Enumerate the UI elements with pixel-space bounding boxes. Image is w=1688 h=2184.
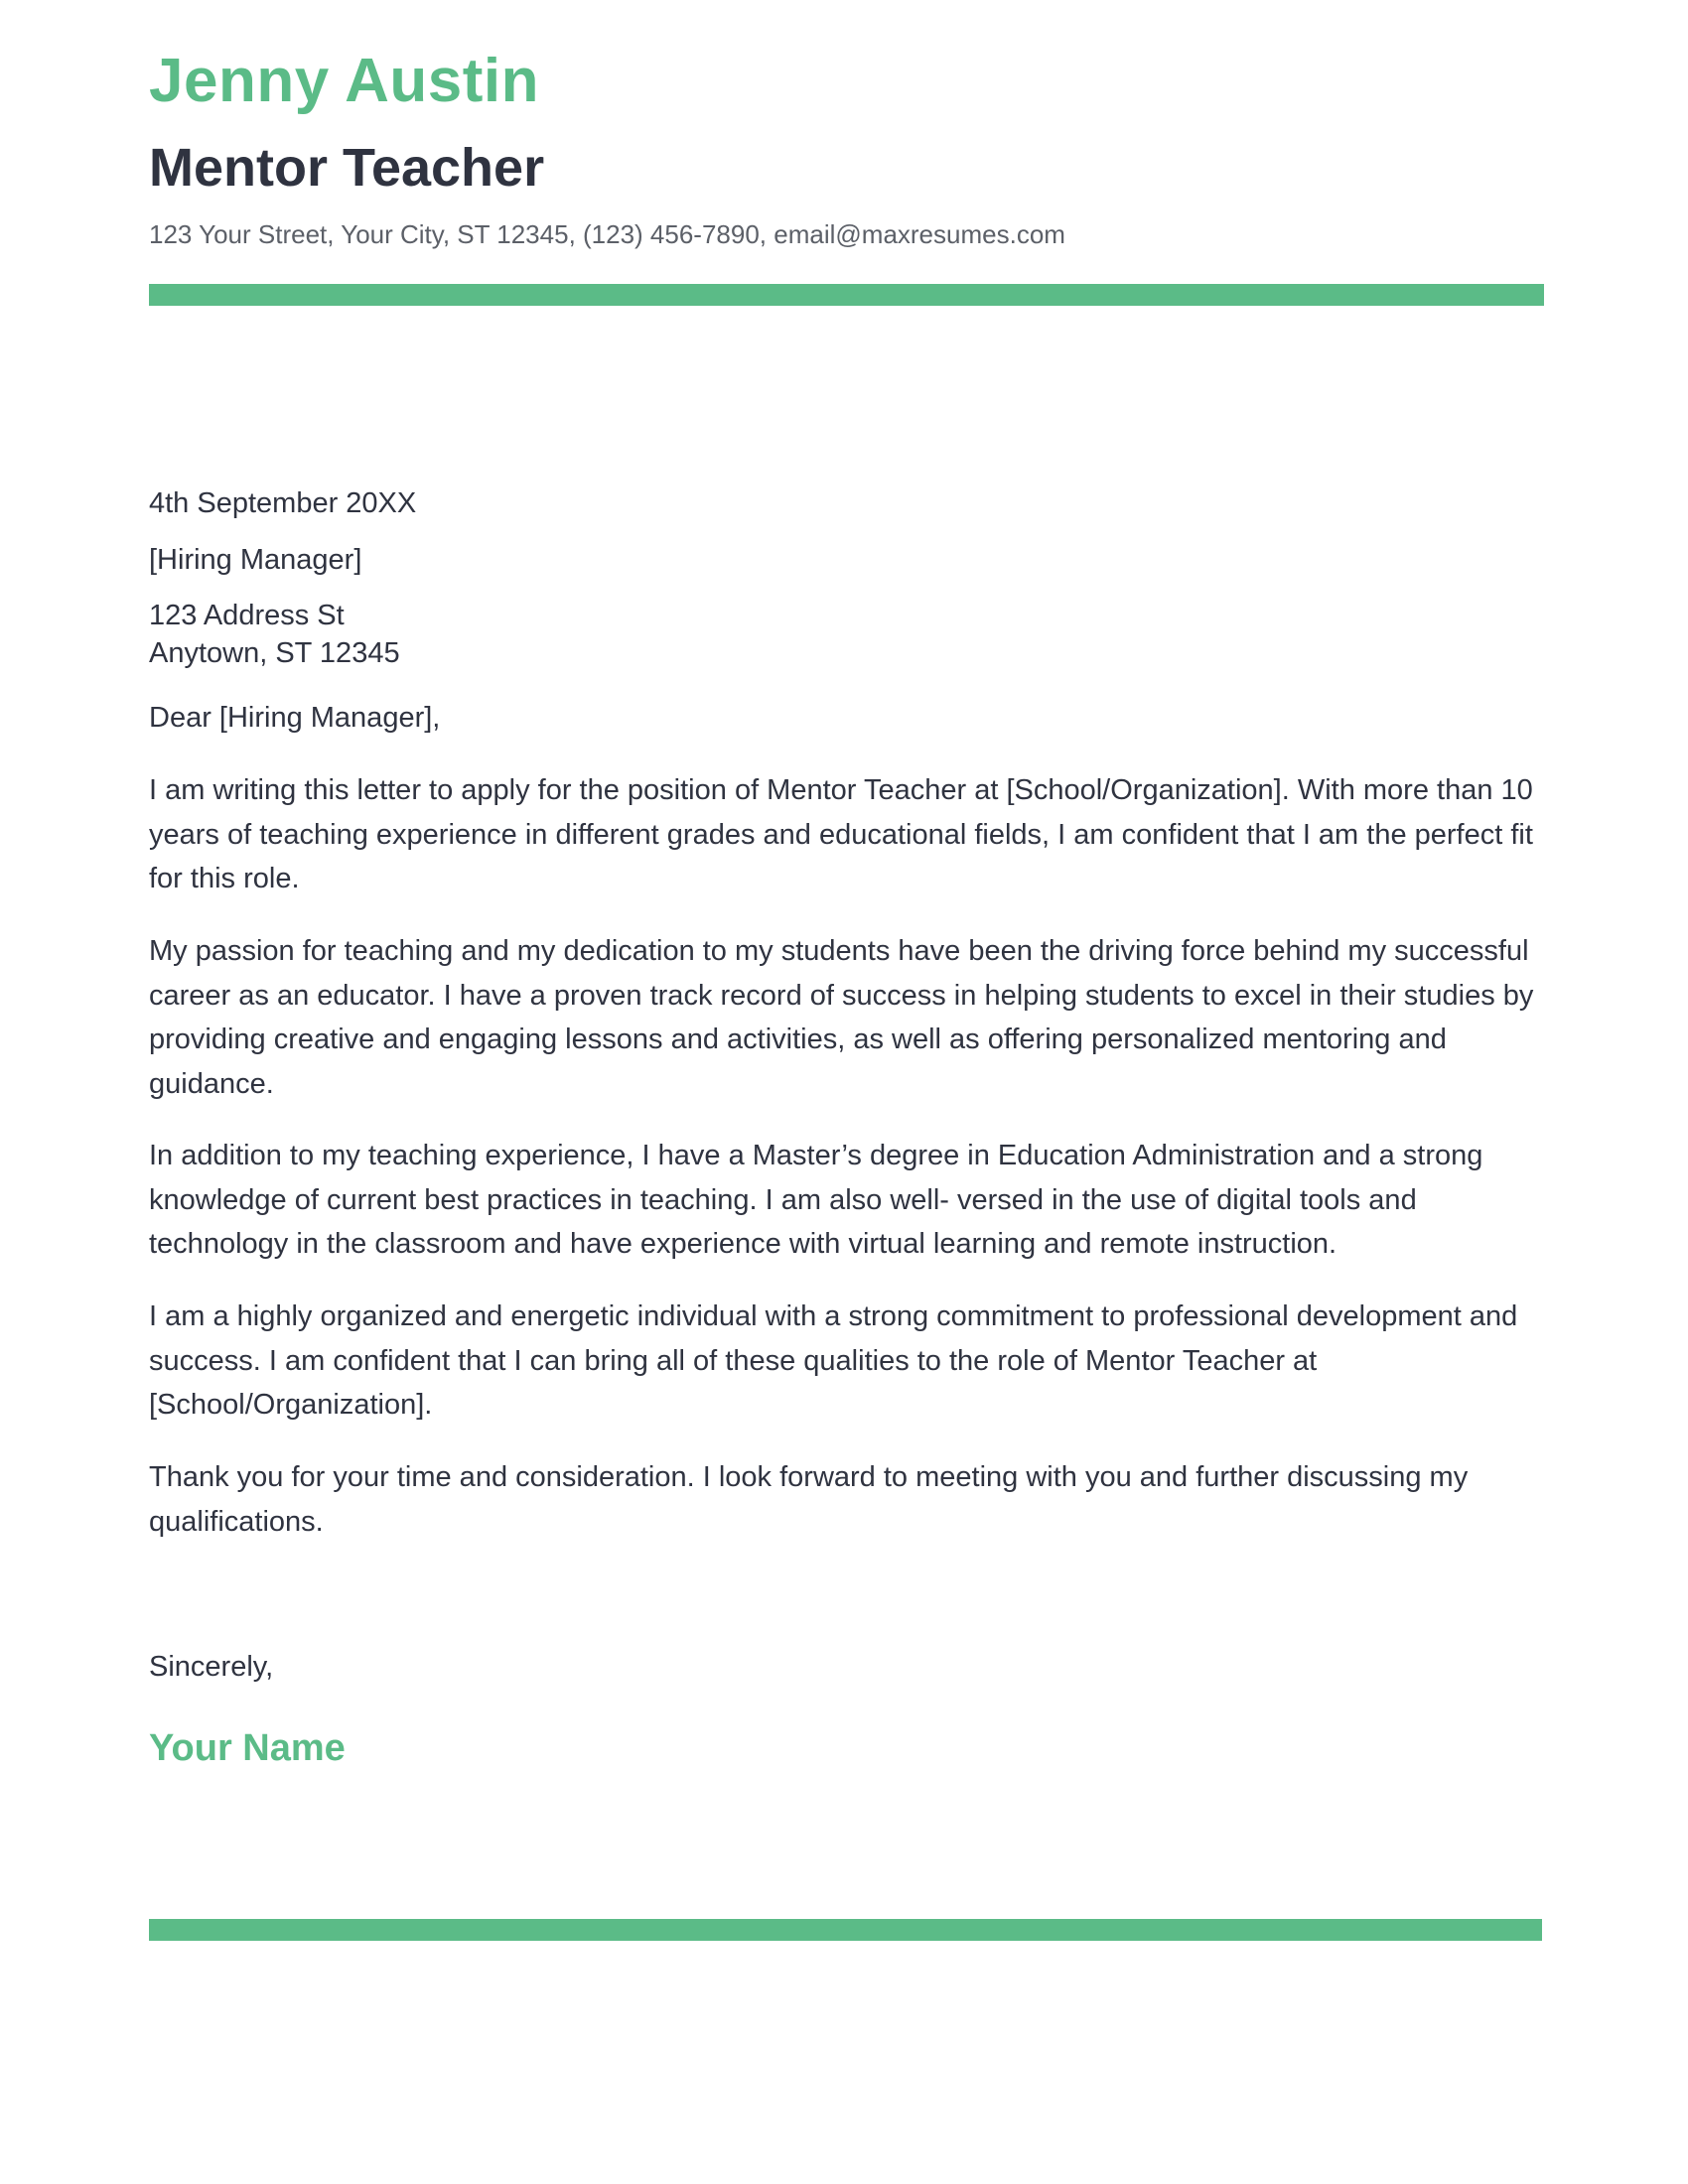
body-paragraph-4: I am a highly organized and energetic individual with a strong commitment to professional development and success. I am confident that I can bring all of these qualities to the role of Mentor Teacher at [School/Organization].	[149, 1300, 1518, 1421]
job-title: Mentor Teacher	[149, 138, 545, 198]
recipient: [Hiring Manager]	[149, 544, 362, 576]
salutation: Dear [Hiring Manager],	[149, 702, 441, 734]
cover-letter-page	[149, 0, 1544, 2184]
body-paragraph-2: My passion for teaching and my dedication to my students have been the driving force behind my successful career as an educator. I have a proven track record of success in helping students to excel in their studies by providing creative and engaging lessons and activities, as well as offering personalized mentoring and guidance.	[149, 935, 1534, 1100]
letter-date: 4th September 20XX	[149, 487, 417, 519]
body-paragraph-3: In addition to my teaching experience, I have a Master’s degree in Education Administration and a strong knowledge of current best practices in teaching. I am also well- versed in the use of digital tools and technology in the classroom and have experience with virtual learning and remote instruction.	[149, 1140, 1483, 1260]
applicant-name: Jenny Austin	[149, 47, 539, 115]
recipient-address-line1: 123 Address St	[149, 600, 345, 631]
recipient-address-line2: Anytown, ST 12345	[149, 637, 400, 669]
header-divider	[149, 284, 1544, 306]
closing: Sincerely,	[149, 1651, 274, 1683]
signature-name: Your Name	[149, 1727, 346, 1769]
footer-divider	[149, 1919, 1542, 1941]
contact-info: 123 Your Street, Your City, ST 12345, (123) 456-7890, email@maxresumes.com	[149, 219, 1065, 249]
body-paragraph-5: Thank you for your time and consideration. I look forward to meeting with you and further discussing my qualifications.	[149, 1461, 1469, 1538]
body-paragraph-1: I am writing this letter to apply for the position of Mentor Teacher at [School/Organization]. With more than 10 years of teaching experience in different grades and educational fields, I am confident that I am the perfect fit for this role.	[149, 774, 1533, 894]
